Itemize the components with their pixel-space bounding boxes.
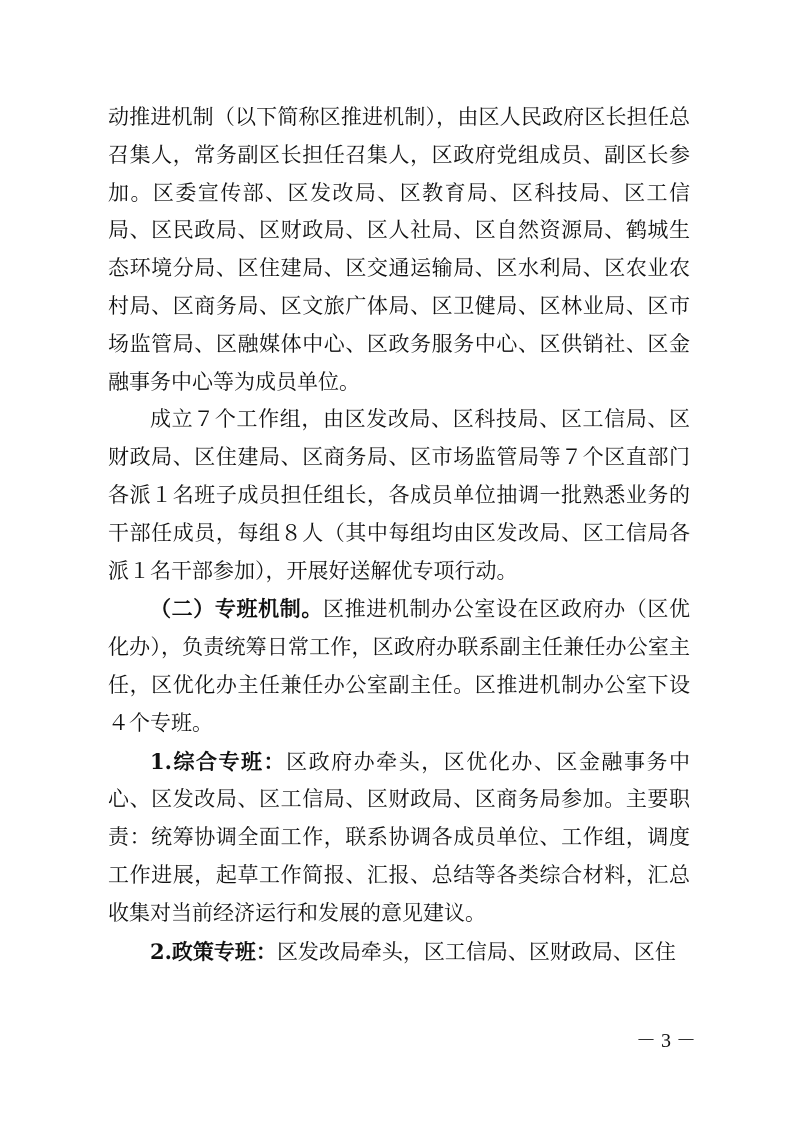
body-text xyxy=(108,99,690,971)
page-number: － 3 － xyxy=(636,1030,696,1052)
paragraph-policy-team xyxy=(108,933,690,972)
paragraph-comprehensive-team xyxy=(108,743,690,933)
paragraph-special-mechanism xyxy=(108,590,690,742)
paragraph-members: 动推进机制（以下简称区推进机制），由区人民政府区长担任总召集人，常务副区长担任召集人，区政府党组成员、副区长参加。区委宣传部、区发改局、区教育局、区科技局、区工信局、区民政局、区财政局、区人社局、区自然资源局、鹤城生态环境分局、区住建局、区交通运输局、区水利局、区农业农村局、区商务局、区文旅广体局、区卫健局、区林业局、区市场监管局、区融媒体中心、区政务服务中心、区供销社、区金融事务中心等为成员单位。 xyxy=(108,105,690,394)
item-text: 区政府办牵头，区优化办、区金融事务中心、区发改局、区工信局、区财政局、区商务局参加。主要职责：统筹协调全面工作，联系协调各成员单位、工作组，调度工作进展，起草工作简报、汇报、总结等各类综合材料，汇总收集对当前经济运行和发展的意见建议。 xyxy=(108,749,690,925)
paragraph-working-groups: 成立７个工作组，由区发改局、区科技局、区工信局、区财政局、区住建局、区商务局、区市场监管局等７个区直部门各派１名班子成员担任组长，各成员单位抽调一批熟悉业务的干部任成员，每组８人（其中每组均由区发改局、区工信局各派１名干部参加），开展好送解优专项行动。 xyxy=(108,407,690,583)
item-title: 2.政策专班： xyxy=(150,938,277,964)
item-text: 区发改局牵头，区工信局、区财政局、区住 xyxy=(276,939,676,964)
section-text: 区推进机制办公室设在区政府办（区优化办），负责统筹日常工作，区政府办联系副主任兼任办公室主任，区优化办主任兼任办公室副主任。区推进机制办公室下设４个专班。 xyxy=(108,597,690,735)
item-title: 1.综合专班： xyxy=(150,748,287,774)
section-title: （二）专班机制。 xyxy=(150,596,323,622)
